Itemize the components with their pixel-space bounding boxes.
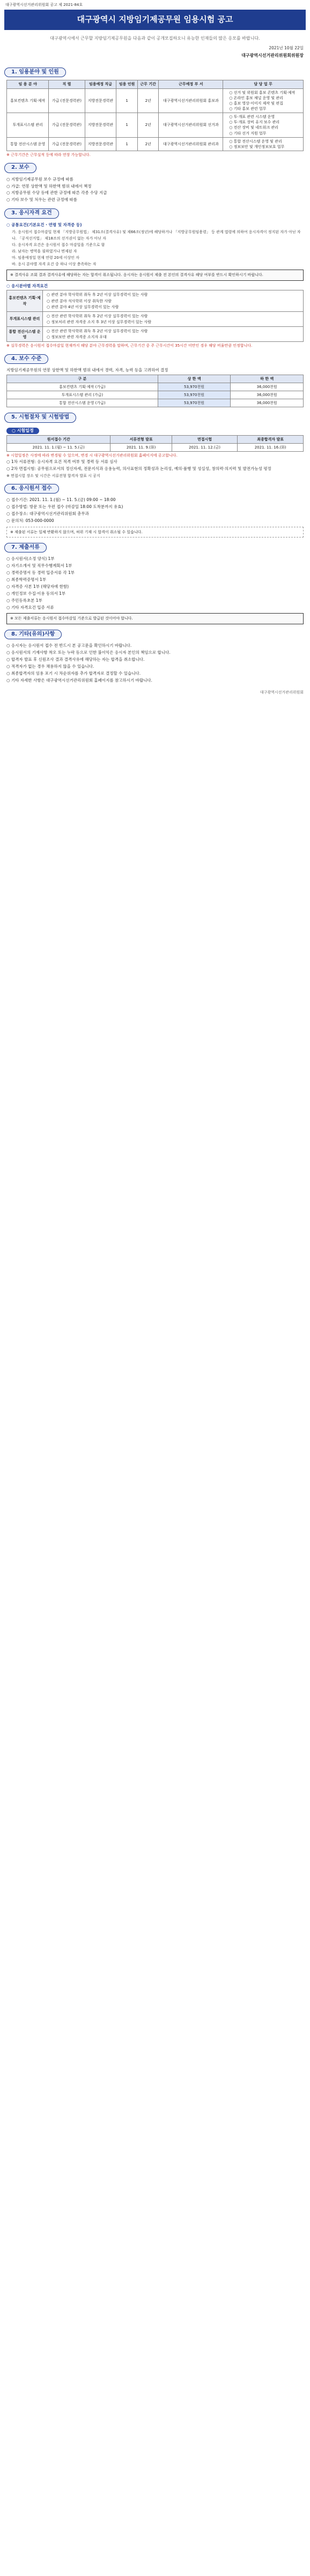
table-row [7,88,304,113]
section-appointment-field [4,68,306,158]
section-documents [4,543,306,624]
duty-item: ○ 투·개표 장비 유지 보수 관리 [229,120,280,125]
list-item: ○ 지방임기제공무원 보수 규정에 따름 [6,176,73,182]
list-item: ○ 자기소개서 및 직무수행계획서 1부 [6,563,72,569]
row-label: 통합 전산시스템 운영 [7,327,43,342]
row-content [43,311,304,326]
list-item: ○ 응시원서(소정 양식) 1부 [6,556,55,562]
announcement-number: 대구광역시선거관리위원회 공고 제 2021-84호 [5,3,83,7]
cell-duties [223,137,304,151]
list-item: ○ 문의처: 053-000-0000 [6,518,54,523]
cell-dept: 대구광역시선거관리위원회 관리과 [159,137,223,151]
section-notes [4,630,306,684]
subsection-lead: ○ 공통요건(기본요건 · 연령 및 자격증 등) [6,222,82,227]
intro-text: 대구광역시에서 근무할 지방임기제공무원을 다음과 같이 공개모집하오니 유능한 인재들의 많은 응모를 바랍니다. [50,35,260,41]
section-pay [4,163,306,203]
cell-duties [223,113,304,138]
section-lead: 지방임기제공무원의 연봉 상한액 및 하한액 범위 내에서 경력, 자격, 능력 등을 고려하여 결정 [6,368,168,372]
table-cell: 통합 전산시스템 운영 (가급) [7,399,158,407]
list-item: ○ 주민등록초본 1부 [6,598,42,603]
duty-item: ○ 통합 전산시스템 운영 및 관리 [229,139,282,144]
announcement-date: 2021년 10월 22일 [269,46,304,51]
duty-item: ○ 투·개표 관련 시스템 운영 [229,115,275,120]
list-item: ○ 1차 서류전형: 응시자격 요건 적격 여부 및 경력 등 서류 심사 [6,459,117,464]
qual-item: ○ 전산 관련 학사학위 취득 후 2년 이상 실무경력이 있는 사람 [47,313,148,318]
table-cell: 53,970천원 [158,399,231,407]
col-header: 서류전형 발표 [110,435,172,443]
list-item: ○ 접수방법: 방문 또는 우편 접수 (마감일 18:00 도착분까지 유효) [6,504,123,510]
table-note: ※ 근무기간은 근무실적 등에 따라 연장 가능합니다. [6,153,91,157]
row-content [43,290,304,311]
cell-dept: 대구광역시선거관리위원회 선거과 [159,113,223,138]
col-header: 임용 인원 [116,80,138,88]
table-cell: 2021. 11. 1.(월) ~ 11. 5.(금) [7,443,110,451]
caution-text: ※ 실무경력은 응시원서 접수마감일 현재까지 해당 분야 근무경력을 말하며, 근무기간 중 주 근무시간이 35시간 미만인 경우 해당 비율만큼 인정합니다. [6,344,253,348]
list-item: ○ 지방공무원 수당 등에 관한 규정에 따른 각종 수당 지급 [6,190,107,196]
duty-item: ○ 정보보안 및 개인정보보호 업무 [229,144,285,149]
table-cell: 53,970천원 [158,391,231,399]
list-item: ○ 기타 보수 및 처우는 관련 규정에 따름 [6,197,77,203]
table-cell: 36,000천원 [231,383,304,391]
qual-item: ○ 관련 분야 4년 이상 실무경력이 있는 사람 [47,304,119,309]
qual-item: ○ 전산 관련 학사학위 취득 후 2년 이상 실무경력이 있는 사람 [47,329,148,334]
list-item: 가. 응시원서 접수마감일 현재 「지방공무원법」 제31조(결격사유) 및 제66조(정년)에 해당하거나 「지방공무원임용령」 등 관계 법령에 의하여 응시자격이 정지된 자가 아닌 자 [12,229,301,234]
table-row [7,443,304,451]
section-heading: 5. 시험절차 및 시험방법 [4,413,76,423]
cell-duties [223,88,304,113]
duty-item: ○ 전산 장비 및 네트워크 관리 [229,125,278,130]
notice-box: ※ 제출된 서류는 일체 반환하지 않으며, 허위 기재 시 합격이 취소될 수 있습니다. [6,527,304,537]
section-qualification [4,208,306,348]
qual-item: ○ 정보처리 관련 자격증 소지 후 3년 이상 실무경력이 있는 사람 [47,319,152,324]
duty-item: ○ 기타 선거 지원 업무 [229,131,267,136]
table-cell: 2021. 11. 12.(금) [172,443,238,451]
duty-item: ○ 홍보 영상·이미지 제작 및 편집 [229,101,283,106]
list-item: ○ 가급: 연봉 상한액 및 하한액 범위 내에서 책정 [6,183,92,189]
row-label: 홍보컨텐츠 기획·제작 [7,290,43,311]
list-item: 다. 응시자격 요건은 응시원서 접수 마감일을 기준으로 함 [12,242,105,247]
duty-item: ○ 기타 홍보 관련 업무 [229,107,267,111]
list-item: 마. 임용예정일 현재 연령 20세 이상인 자 [12,256,79,260]
col-header: 담 당 업 무 [223,80,304,88]
list-item: ○ 기타 자격요건 입증 서류 [6,604,54,610]
footer-org: 대구광역시선거관리위원회 [260,690,304,695]
table-cell: 2021. 11. 16.(화) [238,443,304,451]
schedule-table [6,435,304,452]
table-row [7,113,304,138]
col-header: 하 한 액 [231,375,304,383]
table-row [7,391,304,399]
list-item: ○ 응시원서의 기재사항 착오 또는 누락 등으로 인한 불이익은 응시자 본인의 책임으로 합니다. [6,650,171,655]
list-item: ○ 경력증명서 등 경력 입증서류 각 1부 [6,570,75,576]
list-item: 바. 응시 분야별 자격 요건 중 하나 이상 충족하는 자 [12,262,97,267]
list-item: ※ 면접시험 장소 및 시간은 서류전형 합격자 발표 시 공지 [6,473,100,478]
section-application [4,484,306,537]
table-cell: 36,000천원 [231,399,304,407]
list-item: 라. 남자는 병역을 필하였거나 면제된 자 [12,249,77,253]
section-exam-procedure [4,413,306,478]
appointment-table [6,80,304,151]
table-cell: 53,970천원 [158,383,231,391]
col-header: 근무 기간 [137,80,159,88]
announcing-org: 대구광역시선거관리위원회위원장 [241,53,304,58]
cell-grade: 지방전문경력관 [85,88,116,113]
page-title: 대구광역시 지방임기제공무원 임용시험 공고 [4,10,306,30]
cell-field: 통합 전산시스템 운영 [7,137,49,151]
cell-grade: 지방전문경력관 [85,137,116,151]
table-row [7,399,304,407]
cell-period: 2년 [137,113,159,138]
list-item: ○ 최종합격자의 임용 포기 시 차순위자를 추가 합격자로 결정할 수 있습니다. [6,670,141,676]
subsection-lead: ○ 응시분야별 자격요건 [6,283,48,288]
duty-item: ○ 온라인 홍보 채널 운영 및 관리 [229,95,283,100]
col-header: 면접시험 [172,435,238,443]
qualification-table [6,290,304,342]
col-header: 상 한 액 [158,375,231,383]
cell-period: 2년 [137,137,159,151]
col-header: 임 용 분 야 [7,80,49,88]
announcement-page [4,0,306,700]
section-heading: 1. 임용분야 및 인원 [4,68,66,78]
cell-series: 가급 (전문경력관) [49,113,85,138]
cell-series: 가급 (전문경력관) [49,88,85,113]
table-row [7,137,304,151]
section-heading: 3. 응시자격 요건 [4,208,59,219]
list-item: ○ 합격자 발표 후 신원조사 결과 결격사유에 해당하는 자는 합격을 취소합니다. [6,656,145,662]
col-header: 직 렬 [49,80,85,88]
table-cell: 투개표시스템 관리 (가급) [7,391,158,399]
table-row [7,290,304,311]
list-item: ○ 접수기간: 2021. 11. 1.(월) ~ 11. 5.(금) 09:00 ~ 18:00 [6,497,116,503]
list-item: ○ 2차 면접시험: 공무원으로서의 정신자세, 전문지식과 응용능력, 의사표현의 정확성과 논리성, 예의·품행 및 성실성, 창의력·의지력 및 발전가능성 평정 [6,466,271,471]
col-header: 원서접수 기간 [7,435,110,443]
list-item: ○ 응시자는 응시원서 접수 전 반드시 본 공고문을 확인하시기 바랍니다. [6,643,132,648]
table-cell: 36,000천원 [231,391,304,399]
cell-dept: 대구광역시선거관리위원회 홍보과 [159,88,223,113]
list-item: ○ 접수장소: 대구광역시선거관리위원회 총무과 [6,511,89,517]
list-item: ※ 시험일정은 사정에 따라 변경될 수 있으며, 변경 시 대구광역시선거관리위원회 홈페이지에 공고합니다. [6,453,178,458]
col-header: 구 분 [7,375,158,383]
list-item: ○ 최종학력증명서 1부 [6,577,47,583]
col-header: 임용예정 직급 [85,80,116,88]
cell-field: 홍보컨텐츠 기획·제작 [7,88,49,113]
section-salary-level [4,354,306,408]
cell-field: 투개표시스템 관리 [7,113,49,138]
cell-series: 가급 (전문경력관) [49,137,85,151]
row-content [43,327,304,342]
qual-item: ○ 관련 분야 석사학위 이상 취득한 사람 [47,298,112,303]
section-heading: 7. 제출서류 [4,543,47,553]
cell-count: 1 [116,88,138,113]
list-item: ○ 자격증 사본 1부 (해당자에 한함) [6,584,69,589]
cell-count: 1 [116,137,138,151]
list-item: ○ 적격자가 없는 경우 채용하지 않을 수 있습니다. [6,663,94,669]
duty-item: ○ 선거 및 위원회 홍보 콘텐츠 기획·제작 [229,90,296,95]
table-row [7,383,304,391]
table-cell: 홍보컨텐츠 기획·제작 (가급) [7,383,158,391]
notice-box: ※ 모든 제출서류는 응시원서 접수마감일 기준으로 발급된 것이어야 합니다. [6,613,304,624]
table-row [7,311,304,326]
row-label: 투개표시스템 관리 [7,311,43,326]
section-heading: 4. 보수 수준 [4,354,48,364]
cell-count: 1 [116,113,138,138]
qual-item: ○ 관련 분야 학사학위 취득 후 2년 이상 실무경력이 있는 사람 [47,293,148,297]
col-header: 최종합격자 발표 [238,435,304,443]
section-heading: 6. 응시원서 접수 [4,484,59,494]
section-heading: 8. 기타(유의)사항 [4,630,62,640]
schedule-label: ○ 시험일정 [6,428,39,434]
section-heading: 2. 보수 [4,163,36,173]
cell-grade: 지방전문경력관 [85,113,116,138]
list-item: ○ 개인정보 수집·이용 동의서 1부 [6,591,66,596]
notice-box: ※ 결격사유 조회 결과 결격사유에 해당하는 자는 합격이 취소됩니다. 응시자는 응시원서 제출 전 본인의 결격사유 해당 여부를 반드시 확인하시기 바랍니다. [6,270,304,280]
cell-period: 2년 [137,88,159,113]
table-cell: 2021. 11. 9.(화) [110,443,172,451]
list-item: ○ 기타 자세한 사항은 대구광역시선거관리위원회 홈페이지를 참고하시기 바랍니다. [6,677,152,683]
col-header: 근무예정 부 서 [159,80,223,88]
list-item: 나. 「공직선거법」 제18조의 선거권이 없는 자가 아닌 자 [12,236,106,241]
qual-item: ○ 정보보안 관련 자격증 소지자 우대 [47,335,107,340]
table-row [7,327,304,342]
salary-table [6,375,304,408]
